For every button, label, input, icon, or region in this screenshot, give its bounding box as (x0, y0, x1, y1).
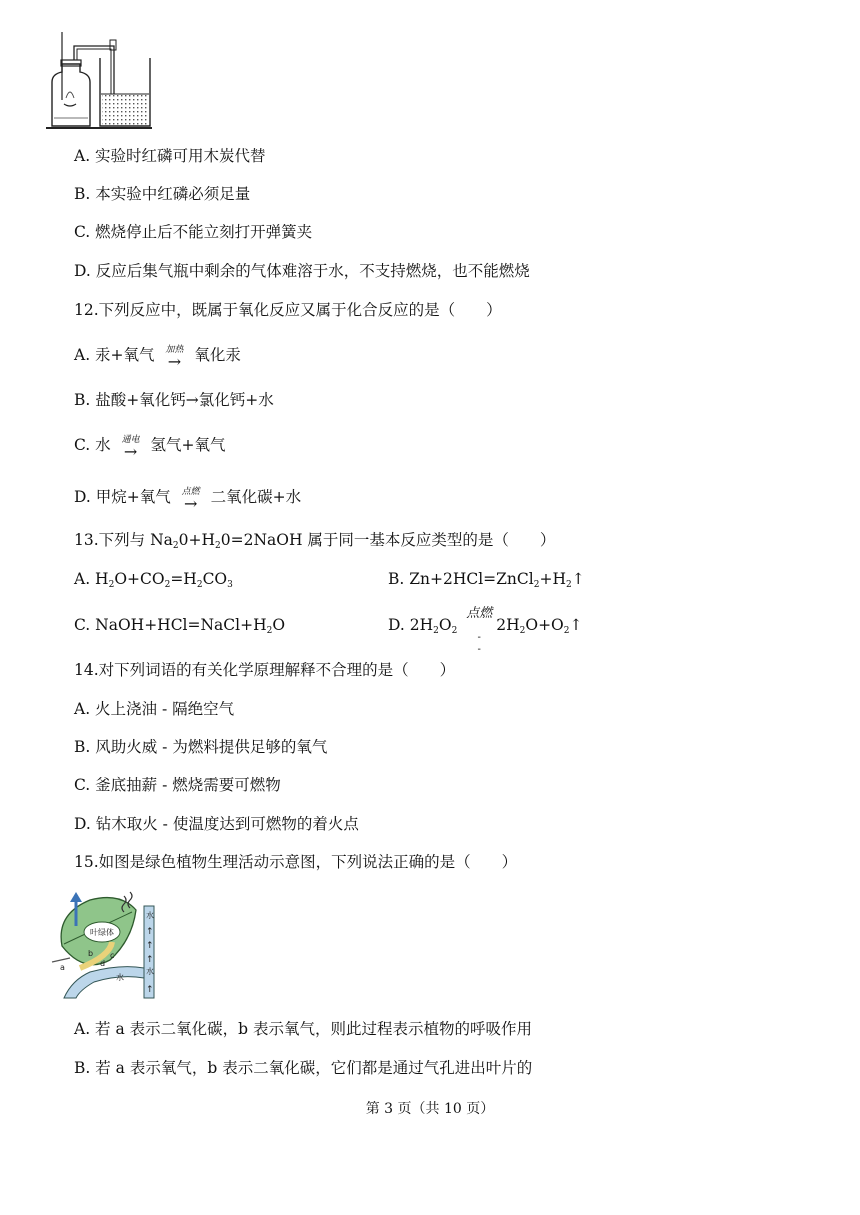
q13-option-d: D. 2H2O2 点燃 - - 2H2O+O2↑ (388, 606, 583, 655)
apparatus-figure (44, 30, 156, 132)
label-c: c (110, 951, 115, 960)
page-footer: 第 3 页（共 10 页） (365, 1101, 495, 1117)
q12-option-b: B. 盐酸+氧化钙→氯化钙+水 (74, 391, 274, 409)
label-a: a (60, 963, 65, 972)
water-label-branch: 水 (116, 973, 124, 982)
q12-option-d: D. 甲烷+氧气 点燃 → 二氧化碳+水 (74, 483, 301, 513)
water-label-top: 水 (146, 911, 154, 920)
q14-option-d: D. 钻木取火 - 使温度达到可燃物的着火点 (74, 815, 359, 833)
svg-text:↑: ↑ (146, 941, 154, 951)
q15-option-a: A. 若 a 表示二氧化碳，b 表示氧气，则此过程表示植物的呼吸作用 (74, 1020, 532, 1038)
q15-option-b: B. 若 a 表示氧气，b 表示二氧化碳，它们都是通过气孔进出叶片的 (74, 1059, 533, 1077)
reaction-arrow: 点燃 → (181, 487, 200, 513)
q14-option-b: B. 风助火威 - 为燃料提供足够的氧气 (74, 738, 328, 756)
q12-option-c: C. 水 通电 → 氢气+氧气 (74, 431, 226, 461)
q14-stem: 14.对下列词语的有关化学原理解释不合理的是（ ） (74, 661, 456, 679)
water-label-mid: 水 (146, 967, 154, 976)
label-d: d (100, 959, 106, 968)
q11-option-a: A. 实验时红磷可用木炭代替 (74, 147, 266, 165)
q14-option-c: C. 釜底抽薪 - 燃烧需要可燃物 (74, 776, 281, 794)
q11-option-b: B. 本实验中红磷必须足量 (74, 185, 251, 203)
svg-text:↑: ↑ (146, 955, 154, 965)
q13-option-a: A. H2O+CO2=H2CO3 (74, 570, 233, 590)
label-b: b (88, 949, 94, 958)
reaction-arrow: 通电 → (121, 435, 140, 461)
chloroplast-label: 叶绿体 (90, 928, 114, 937)
q13-option-c: C. NaOH+HCl=NaCl+H2O (74, 616, 286, 636)
q11-option-c: C. 燃烧停止后不能立刻打开弹簧夹 (74, 223, 313, 241)
svg-text:↑: ↑ (146, 985, 154, 995)
leaf-figure (50, 886, 166, 1002)
q13-option-b: B. Zn+2HCl=ZnCl2+H2↑ (388, 570, 585, 590)
svg-text:↑: ↑ (146, 927, 154, 937)
q13-stem: 13.下列与 Na20+H20=2NaOH 属于同一基本反应类型的是（ ） (74, 531, 556, 551)
q15-stem: 15.如图是绿色植物生理活动示意图，下列说法正确的是（ ） (74, 853, 518, 871)
reaction-condition: 点燃 - - (466, 606, 493, 655)
q11-option-d: D. 反应后集气瓶中剩余的气体难溶于水，不支持燃烧，也不能燃烧 (74, 262, 530, 280)
q12-stem: 12.下列反应中，既属于氧化反应又属于化合反应的是（ ） (74, 301, 502, 319)
q14-option-a: A. 火上浇油 - 隔绝空气 (74, 700, 235, 718)
reaction-arrow: 加热 → (165, 345, 184, 371)
q12-option-a: A. 汞+氧气 加热 → 氧化汞 (74, 341, 241, 371)
